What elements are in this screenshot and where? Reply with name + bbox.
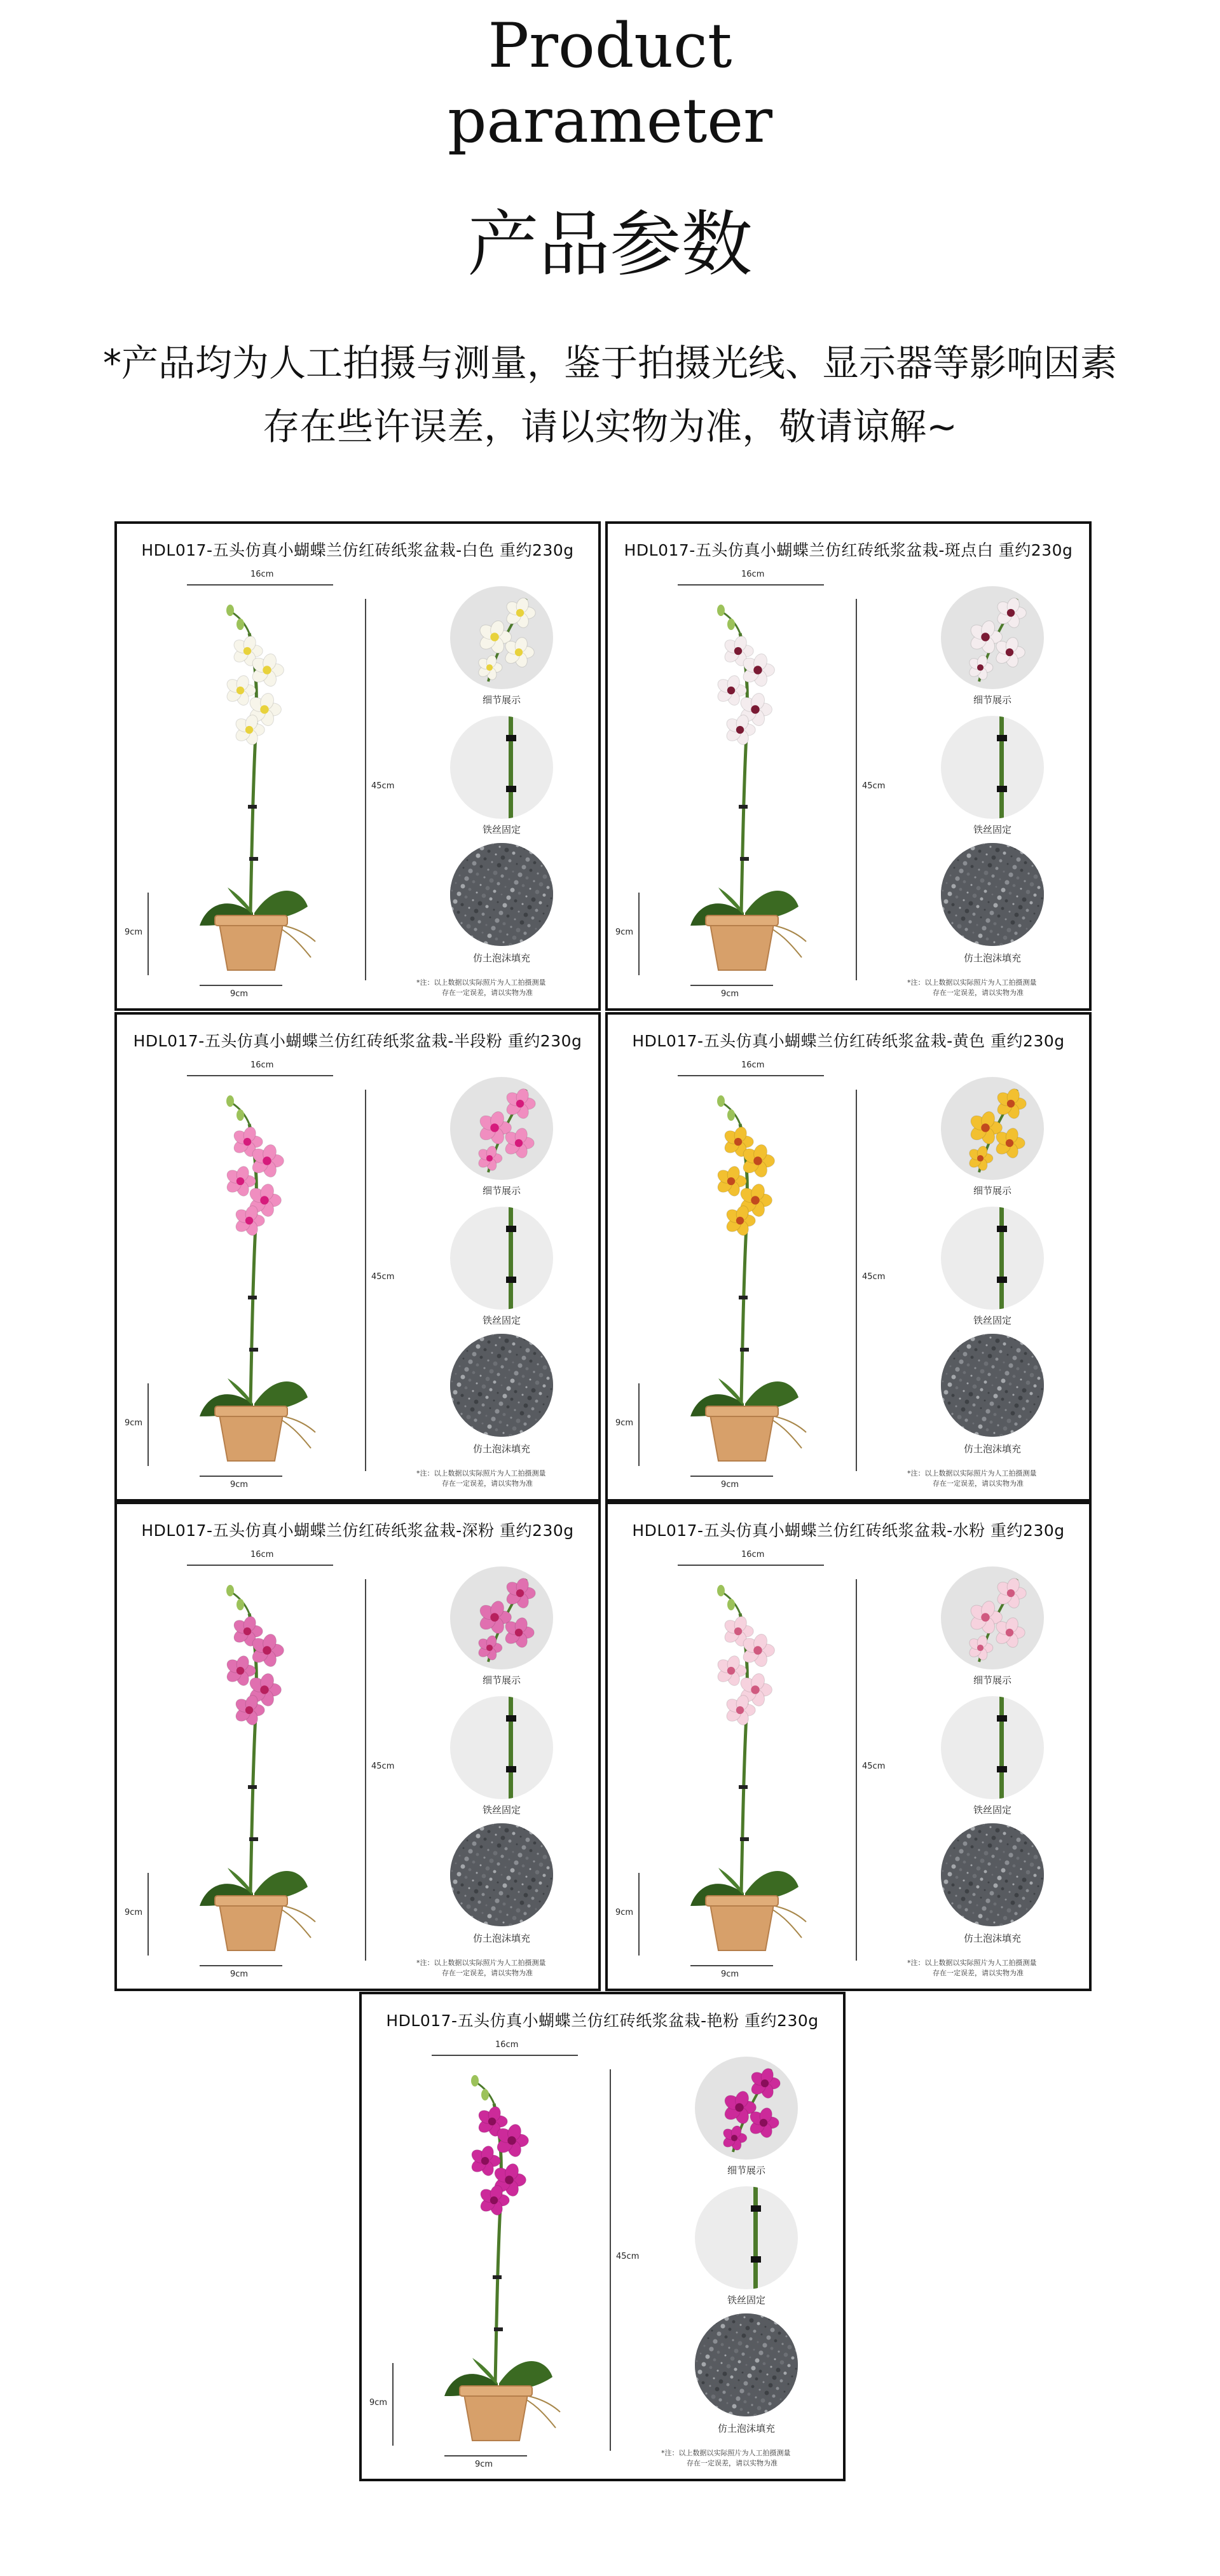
product-card [605,1012,1092,1502]
iron-wire-image [695,2186,798,2289]
product-card [605,521,1092,1011]
dim-width-label: 16cm [250,1060,274,1070]
detail-image [695,2057,798,2160]
card-title: HDL017-五头仿真小蝴蝶兰仿红砖纸浆盆栽-斑点白 重约230g [624,541,1073,559]
detail-label: 细节展示 [482,694,521,706]
disclaimer-line-1: *注：以上数据以实际照片为人工拍摄测量 [907,978,1037,987]
foam-soil-label: 仿土泡沫填充 [472,1933,530,1944]
foam-soil-image [695,2313,798,2416]
iron-wire-image [450,1207,553,1310]
disclaimer-line-2: 存在一定误差，请以实物为准 [442,1479,533,1488]
card-title: HDL017-五头仿真小蝴蝶兰仿红砖纸浆盆栽-黄色 重约230g [632,1032,1065,1050]
card-title: HDL017-五头仿真小蝴蝶兰仿红砖纸浆盆栽-深粉 重约230g [141,1521,574,1540]
foam-soil-image [450,1823,553,1926]
iron-wire-image [941,1207,1044,1310]
dim-height-label: 45cm [862,1272,886,1282]
dim-width-label: 16cm [741,570,765,579]
foam-soil-image [450,843,553,946]
foam-soil-image [941,843,1044,946]
foam-soil-image [941,1823,1044,1926]
detail-label: 细节展示 [482,1675,521,1686]
orchid-plant-image [665,1086,818,1467]
iron-wire-label: 铁丝固定 [973,1315,1011,1326]
product-card [114,1012,601,1502]
dim-width-line [187,584,333,586]
dim-width-label: 16cm [495,2040,519,2050]
foam-soil-label: 仿土泡沫填充 [472,1443,530,1455]
dim-pot-width-line [200,1476,282,1477]
dim-pot-width-label: 9cm [230,1970,249,1979]
dim-pot-height-line [147,1383,149,1466]
dim-pot-width-label: 9cm [230,1480,249,1490]
detail-image [450,586,553,689]
disclaimer [416,978,582,998]
disclaimer [416,1469,582,1489]
dim-width-label: 16cm [250,570,274,579]
dim-pot-height-line [147,893,149,975]
foam-soil-image [450,1334,553,1437]
disclaimer-line-2: 存在一定误差，请以实物为准 [687,2459,778,2467]
iron-wire-label: 铁丝固定 [482,1315,521,1326]
iron-wire-label: 铁丝固定 [482,1804,521,1816]
dim-height-label: 45cm [371,1762,395,1771]
dim-pot-height-label: 9cm [125,1908,143,1917]
dim-height-label: 45cm [862,781,886,791]
disclaimer-line-1: *注：以上数据以实际照片为人工拍摄测量 [907,1469,1037,1477]
dim-height-line [856,599,857,980]
dim-pot-height-line [147,1873,149,1956]
dim-width-label: 16cm [741,1550,765,1559]
dim-pot-height-line [638,1383,640,1466]
disclaimer-line-2: 存在一定误差，请以实物为准 [442,989,533,997]
dim-pot-width-line [690,985,773,986]
dim-height-label: 45cm [371,1272,395,1282]
title-en-2: parameter [448,85,772,156]
dim-height-label: 45cm [862,1762,886,1771]
card-title: HDL017-五头仿真小蝴蝶兰仿红砖纸浆盆栽-艳粉 重约230g [386,2011,819,2030]
detail-label: 细节展示 [973,694,1011,706]
detail-label: 细节展示 [482,1185,521,1196]
dim-width-line [678,1565,824,1566]
dim-width-line [187,1075,333,1076]
dim-pot-height-line [638,1873,640,1956]
dim-pot-width-line [200,1965,282,1966]
orchid-plant-image [419,2066,572,2447]
card-title: HDL017-五头仿真小蝴蝶兰仿红砖纸浆盆栽-水粉 重约230g [632,1521,1065,1540]
foam-soil-label: 仿土泡沫填充 [963,1443,1021,1455]
dim-height-label: 45cm [616,2252,640,2261]
disclaimer-line-2: 存在一定误差，请以实物为准 [442,1969,533,1977]
orchid-plant-image [174,595,327,976]
card-title: HDL017-五头仿真小蝴蝶兰仿红砖纸浆盆栽-半段粉 重约230g [133,1032,582,1050]
detail-label: 细节展示 [973,1675,1011,1686]
disclaimer-line-2: 存在一定误差，请以实物为准 [933,1479,1024,1488]
dim-height-line [856,1579,857,1961]
dim-pot-height-line [638,893,640,975]
dim-pot-height-label: 9cm [369,2398,388,2408]
dim-height-line [365,1090,366,1471]
disclaimer-line-1: *注：以上数据以实际照片为人工拍摄测量 [907,1959,1037,1967]
dim-height-line [365,599,366,980]
dim-height-line [856,1090,857,1471]
disclaimer-line-1: *注：以上数据以实际照片为人工拍摄测量 [661,2449,791,2457]
foam-soil-label: 仿土泡沫填充 [963,1933,1021,1944]
dim-height-line [365,1579,366,1961]
iron-wire-label: 铁丝固定 [973,824,1011,835]
disclaimer [416,1958,582,1978]
dim-pot-width-line [200,985,282,986]
foam-soil-label: 仿土泡沫填充 [963,952,1021,964]
iron-wire-label: 铁丝固定 [727,2294,765,2306]
orchid-plant-image [174,1086,327,1467]
disclaimer-line-1: *注：以上数据以实际照片为人工拍摄测量 [416,1469,546,1477]
detail-image [941,1566,1044,1669]
detail-image [450,1566,553,1669]
note-line-2: 存在些许误差，请以实物为准，敬请谅解~ [263,405,957,448]
dim-width-line [678,1075,824,1076]
dim-pot-height-label: 9cm [615,1418,634,1428]
disclaimer-line-1: *注：以上数据以实际照片为人工拍摄测量 [416,1959,546,1967]
detail-label: 细节展示 [973,1185,1011,1196]
orchid-plant-image [665,1575,818,1957]
foam-soil-label: 仿土泡沫填充 [717,2423,775,2434]
iron-wire-image [941,716,1044,819]
dim-pot-width-label: 9cm [721,1970,739,1979]
dim-pot-width-line [690,1476,773,1477]
product-card [605,1502,1092,1991]
dim-width-label: 16cm [250,1550,274,1559]
product-card [114,521,601,1011]
dim-pot-height-label: 9cm [615,928,634,937]
dim-pot-width-line [690,1965,773,1966]
detail-image [941,586,1044,689]
product-card [359,1992,846,2481]
iron-wire-label: 铁丝固定 [482,824,521,835]
detail-label: 细节展示 [727,2165,765,2176]
dim-pot-height-label: 9cm [125,928,143,937]
iron-wire-image [450,1696,553,1799]
dim-width-line [678,584,824,586]
note-line-1: *产品均为人工拍摄与测量，鉴于拍摄光线、显示器等影响因素 [102,341,1117,385]
foam-soil-label: 仿土泡沫填充 [472,952,530,964]
disclaimer [661,2448,826,2469]
dim-width-line [432,2055,578,2056]
disclaimer [907,978,1073,998]
disclaimer [907,1958,1073,1978]
dim-pot-height-label: 9cm [125,1418,143,1428]
dim-pot-width-label: 9cm [230,989,249,999]
disclaimer-line-2: 存在一定误差，请以实物为准 [933,989,1024,997]
dim-height-label: 45cm [371,781,395,791]
product-card [114,1502,601,1991]
detail-image [450,1077,553,1180]
detail-image [941,1077,1044,1180]
dim-width-line [187,1565,333,1566]
dim-pot-width-label: 9cm [475,2460,493,2469]
iron-wire-image [450,716,553,819]
disclaimer-line-1: *注：以上数据以实际照片为人工拍摄测量 [416,978,546,987]
card-title: HDL017-五头仿真小蝴蝶兰仿红砖纸浆盆栽-白色 重约230g [141,541,574,559]
dim-pot-height-line [392,2363,394,2446]
iron-wire-label: 铁丝固定 [973,1804,1011,1816]
dim-pot-width-label: 9cm [721,1480,739,1490]
orchid-plant-image [174,1575,327,1957]
dim-height-line [610,2069,611,2451]
dim-pot-width-label: 9cm [721,989,739,999]
dim-pot-height-label: 9cm [615,1908,634,1917]
foam-soil-image [941,1334,1044,1437]
orchid-plant-image [665,595,818,976]
disclaimer [907,1469,1073,1489]
dim-width-label: 16cm [741,1060,765,1070]
iron-wire-image [941,1696,1044,1799]
title-cn: 产品参数 [467,203,753,286]
title-en-1: Product [488,10,732,81]
dim-pot-width-line [444,2455,527,2456]
disclaimer-line-2: 存在一定误差，请以实物为准 [933,1969,1024,1977]
